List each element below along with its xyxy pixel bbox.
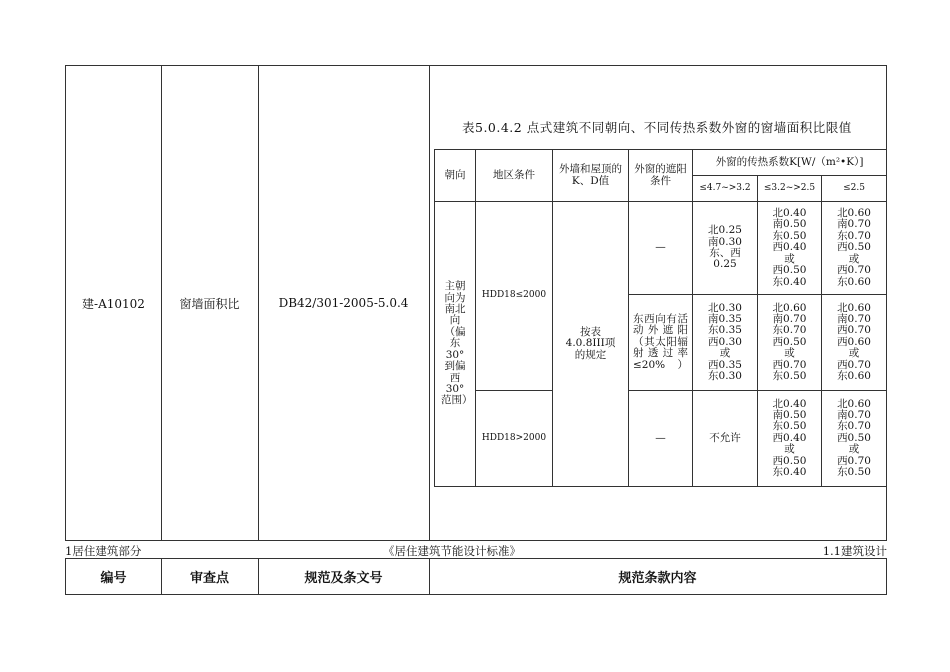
- header-k1: ≤4.7~>3.2: [693, 176, 758, 202]
- header-standard-clause: 规范及条文号: [304, 571, 383, 586]
- standard-clause-cell: [258, 66, 429, 540]
- column-divider: [429, 66, 430, 540]
- header-window-k: 外窗的传热系数K[W/（m²•K）]: [693, 150, 887, 176]
- code-text: 建-A10102: [82, 296, 145, 311]
- k1-cell-1: 北0.25 南0.30 东、西 0.25: [693, 202, 758, 295]
- checkpoint-cell: [161, 66, 258, 540]
- k1-cell-2: 北0.30 南0.35 东0.35 西0.30 或 西0.35 东0.30: [693, 295, 758, 391]
- table-header-row: [65, 558, 887, 595]
- header-k2: ≤3.2~>2.5: [758, 176, 822, 202]
- header-orientation: 朝向: [435, 150, 476, 202]
- header-code: 编号: [100, 571, 127, 586]
- footer-standard-title: 《居住建筑节能设计标准》: [383, 544, 521, 558]
- shading-cell-1: —: [629, 202, 693, 295]
- k2-cell-3: 北0.40 南0.50 东0.50 西0.40 或 西0.50 东0.40: [758, 391, 822, 487]
- header-k3: ≤2.5: [822, 176, 887, 202]
- footer-subsection: 1.1建筑设计: [822, 544, 887, 558]
- region-a-cell: HDD18≤2000: [476, 202, 553, 391]
- k2-cell-1: 北0.40 南0.50 东0.50 西0.40 或 西0.50 东0.40: [758, 202, 822, 295]
- k3-cell-3: 北0.60 南0.70 东0.70 西0.50 或 西0.70 东0.50: [822, 391, 887, 487]
- checkpoint-text: 窗墙面积比: [179, 296, 240, 311]
- shading-cell-3: —: [629, 391, 693, 487]
- table-caption: 表5.0.4.2 点式建筑不同朝向、不同传热系数外窗的窗墙面积比限值: [462, 120, 852, 135]
- header-clause-content: 规范条款内容: [618, 571, 697, 586]
- standard-clause-text: DB42/301-2005-5.0.4: [278, 296, 409, 310]
- k3-cell-1: 北0.60 南0.70 东0.70 西0.50 或 西0.70 东0.60: [822, 202, 887, 295]
- k1-cell-3: 不允许: [693, 391, 758, 487]
- code-cell: [66, 66, 161, 540]
- shading-cell-2: 东西向有活动外遮阳（其太阳辐射透过率≤20%）: [629, 295, 693, 391]
- orientation-cell: 主朝向为南北向（偏东30°到偏西30°范围）: [435, 202, 476, 487]
- region-b-cell: HDD18>2000: [476, 391, 553, 487]
- k2-cell-2: 北0.60 南0.70 东0.70 西0.50 或 西0.70 东0.50: [758, 295, 822, 391]
- header-checkpoint: 审查点: [189, 571, 229, 586]
- header-region: 地区条件: [476, 150, 553, 202]
- wall-roof-cell: 按表4.0.8III项的规定: [553, 202, 629, 487]
- window-wall-ratio-table: [434, 149, 887, 487]
- header-wall-roof: 外墙和屋顶的K、D值: [553, 150, 629, 202]
- header-shading: 外窗的遮阳条件: [629, 150, 693, 202]
- k3-cell-2: 北0.60 南0.70 西0.70 西0.60 或 西0.70 东0.60: [822, 295, 887, 391]
- footer-section: 1居住建筑部分: [65, 544, 142, 558]
